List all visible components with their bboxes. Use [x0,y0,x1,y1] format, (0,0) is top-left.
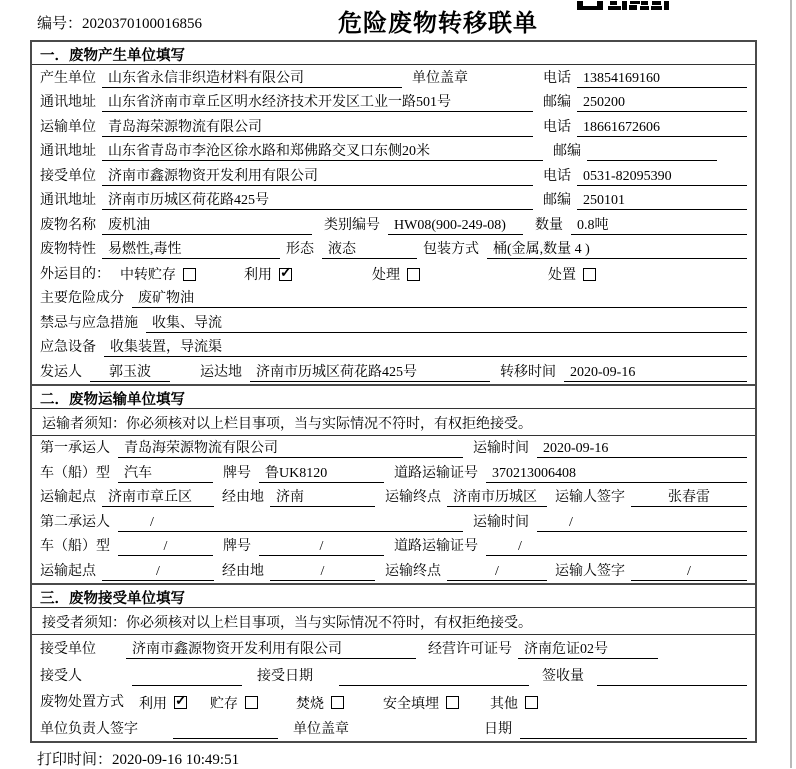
page-title: 危险废物转移联单 [338,11,538,37]
category-code-label: 类别编号 [324,217,380,233]
form-row-produce-unit [32,65,755,90]
unit-seal-label: 单位盖章 [412,70,468,86]
quantity-value: 0.8吨 [571,216,747,235]
packing-label: 包装方式 [423,242,479,257]
option-label: 中转贮存 [120,268,176,283]
transport-time-label: 运输时间 [473,514,529,530]
form-row-second-carrier [32,509,755,534]
receiver-person-label: 接受人 [40,668,82,684]
carrier-sign-label: 运输人签字 [555,490,625,505]
option-label: 安全填埋 [383,696,439,712]
zip-label: 邮编 [553,144,581,159]
form-row-leader-sign [32,714,755,741]
receive-date-value [339,667,529,686]
form-row-vehicle-2 [32,534,755,559]
option-label: 贮存 [210,696,238,712]
form-state-label: 形态 [286,242,314,257]
sign-quantity-label: 签收量 [542,668,584,684]
dispose-checkbox [583,268,596,281]
receive-date-label: 接受日期 [257,668,313,684]
leader-sign-value [173,720,278,739]
form-row-receive-unit [32,163,755,188]
produce-address-value: 山东省济南市章丘区明水经济技术开发区工业一路501号 [102,93,533,112]
phone-label: 电话 [543,119,571,135]
second-carrier-label: 第二承运人 [40,514,110,530]
disposal-method-label: 废物处置方式 [40,695,124,710]
via-value: 济南 [270,488,375,507]
form-row-shipper [32,359,755,384]
serial-value: 2020370100016856 [82,16,203,32]
via-label: 经由地 [222,490,264,505]
transport-time-label: 运输时间 [473,441,529,456]
other-checkbox [525,696,538,709]
option-landfill [383,693,459,712]
section-receiver-title: 三．废物接受单位填写 [32,585,755,608]
produce-unit-value: 山东省永信非织造材料有限公司 [102,69,402,88]
origin-label: 运输起点 [40,563,96,579]
endpoint-label: 运输终点 [385,563,441,579]
form-row-waste-name [32,212,755,237]
plate-label: 牌号 [223,465,251,481]
road-permit-label: 道路运输证号 [394,465,478,481]
receive-unit2-value: 济南市鑫源物资开发利用有限公司 [126,640,416,659]
transport-time-value: 2020-09-16 [537,439,747,458]
receiver-notice: 接受者须知：你必须核对以上栏目事项，当与实际情况不符时，有权拒绝接受。 [32,608,755,635]
form-row-hazard-component [32,286,755,311]
print-time-value: 2020-09-16 10:49:51 [112,752,240,768]
permit-number-value: 济南危证02号 [518,640,658,659]
permit-number-label: 经营许可证号 [428,642,512,657]
carrier-sign-label: 运输人签字 [555,563,625,579]
transport-time2-value: / [537,513,747,532]
manifest-form [30,40,757,743]
receive-zip-value: 250101 [577,191,747,210]
transport-phone-value: 18661672606 [577,118,747,137]
waste-name-value: 废机油 [102,216,312,235]
option-label: 利用 [244,268,272,283]
road-permit2-value: / [486,537,747,556]
option-incinerate [296,693,344,712]
date-value [520,720,747,739]
phone-label: 电话 [543,168,571,184]
transport-unit-value: 青岛海荣源物流有限公司 [102,118,533,137]
emergency-equipment-value: 收集装置，导流渠 [104,338,747,357]
transfer-time-label: 转移时间 [500,364,556,380]
option-treat [372,265,420,284]
via-label: 经由地 [222,563,264,579]
receive-unit-label: 接受单位 [40,642,96,657]
address-label: 通讯地址 [40,95,96,110]
first-carrier-value: 青岛海荣源物流有限公司 [118,439,463,458]
transport-unit-label: 运输单位 [40,119,96,135]
origin2-value: / [102,562,214,581]
carrier-sign-value: 张春雷 [631,488,747,507]
zip-label: 邮编 [543,193,571,208]
form-row-first-carrier [32,436,755,461]
form-row-transport-unit [32,114,755,139]
endpoint2-value: / [447,562,547,581]
address-label: 通讯地址 [40,144,96,159]
transit-storage-checkbox [183,268,196,281]
print-time-line [37,748,239,769]
receive-unit-value: 济南市鑫源物资开发利用有限公司 [102,167,533,186]
road-permit-value: 370213006408 [486,464,747,483]
hazard-component-label: 主要危险成分 [40,291,124,306]
option-label: 其他 [490,696,518,712]
landfill-checkbox [446,696,459,709]
form-row-vehicle-1 [32,460,755,485]
form-state-value: 液态 [322,240,417,259]
unit-seal-label: 单位盖章 [293,721,349,737]
option-label: 处置 [548,268,576,283]
carrier-sign2-value: / [631,562,747,581]
receive-unit-label: 接受单位 [40,168,96,184]
form-row-route-1 [32,485,755,510]
zip-label: 邮编 [543,95,571,110]
section-producer-title: 一．废物产生单位填写 [32,42,755,65]
destination-label: 运达地 [200,364,242,380]
treat-checkbox [407,268,420,281]
emergency-measures-label: 禁忌与应急措施 [40,315,138,331]
utilize-checkbox [174,696,187,709]
hazard-component-value: 废矿物油 [132,289,747,308]
category-code-value: HW08(900-249-08) [388,216,523,235]
endpoint-label: 运输终点 [385,490,441,505]
shipper-value: 郭玉波 [90,363,170,382]
origin-label: 运输起点 [40,490,96,505]
form-row-waste-property [32,237,755,262]
utilize-checkbox [279,268,292,281]
section-transporter [30,384,757,585]
address-label: 通讯地址 [40,193,96,208]
section-receiver [30,583,757,743]
form-row-emergency-equipment [32,335,755,360]
transfer-time-value: 2020-09-16 [564,363,747,382]
form-row-transport-address [32,139,755,164]
option-label: 利用 [139,696,167,712]
endpoint-value: 济南市历城区 [447,488,547,507]
form-row-route-2 [32,558,755,583]
produce-zip-value: 250200 [577,93,747,112]
receive-phone-value: 0531-82095390 [577,167,747,186]
transport-address-value: 山东省青岛市李沧区徐水路和郑佛路交叉口东侧20米 [102,142,543,161]
shipper-label: 发运人 [40,364,82,380]
vehicle-type-value: 汽车 [118,464,213,483]
option-label: 焚烧 [296,696,324,712]
destination-value: 济南市历城区荷花路425号 [250,363,490,382]
produce-phone-value: 13854169160 [577,69,747,88]
receiver-person-value [132,667,242,686]
road-permit-label: 道路运输证号 [394,539,478,554]
form-row-receiver-person [32,661,755,688]
form-row-transfer-purpose [32,261,755,286]
form-row-receive-unit-2 [32,635,755,662]
print-time-label: 打印时间： [37,752,113,768]
page-edge-line [790,0,792,768]
packing-value: 桶(金属,数量 4 ) [487,240,747,259]
quantity-label: 数量 [535,217,563,233]
emergency-measures-value: 收集、导流 [146,314,747,333]
option-label: 处理 [372,268,400,283]
vehicle-type-label: 车（船）型 [40,465,110,481]
via2-value: / [270,562,375,581]
storage-checkbox [245,696,258,709]
serial-label: 编号： [37,16,83,32]
option-utilize [244,265,292,284]
vehicle-type-label: 车（船）型 [40,539,110,554]
form-row-disposal-method [32,688,755,715]
option-storage [210,693,258,712]
second-carrier-value: / [118,513,463,532]
option-dispose [548,265,596,284]
option-utilize [139,693,187,712]
waste-property-value: 易燃性,毒性 [102,240,280,259]
waste-name-label: 废物名称 [40,217,96,233]
option-transit-storage [120,265,196,284]
form-row-produce-address [32,90,755,115]
first-carrier-label: 第一承运人 [40,441,110,456]
form-row-receive-address [32,188,755,213]
receive-address-value: 济南市历城区荷花路425号 [102,191,533,210]
incinerate-checkbox [331,696,344,709]
plate-value: 鲁UK8120 [259,464,384,483]
produce-unit-label: 产生单位 [40,70,96,86]
origin-value: 济南市章丘区 [102,488,214,507]
emergency-equipment-label: 应急设备 [40,340,96,355]
option-other [490,693,538,712]
plate2-value: / [259,537,384,556]
waste-property-label: 废物特性 [40,242,96,257]
date-label: 日期 [484,721,512,737]
sign-quantity-value [597,667,747,686]
transfer-purpose-label: 外运目的： [40,266,110,282]
vehicle-type2-value: / [118,537,213,556]
phone-label: 电话 [543,70,571,86]
section-producer [30,40,757,386]
transporter-notice: 运输者须知：你必须核对以上栏目事项，当与实际情况不符时，有权拒绝接受。 [32,409,755,436]
transport-zip-value [587,142,717,161]
leader-sign-label: 单位负责人签字 [40,721,138,737]
section-transporter-title: 二．废物运输单位填写 [32,386,755,409]
plate-label: 牌号 [223,539,251,554]
form-row-emergency-measures [32,310,755,335]
